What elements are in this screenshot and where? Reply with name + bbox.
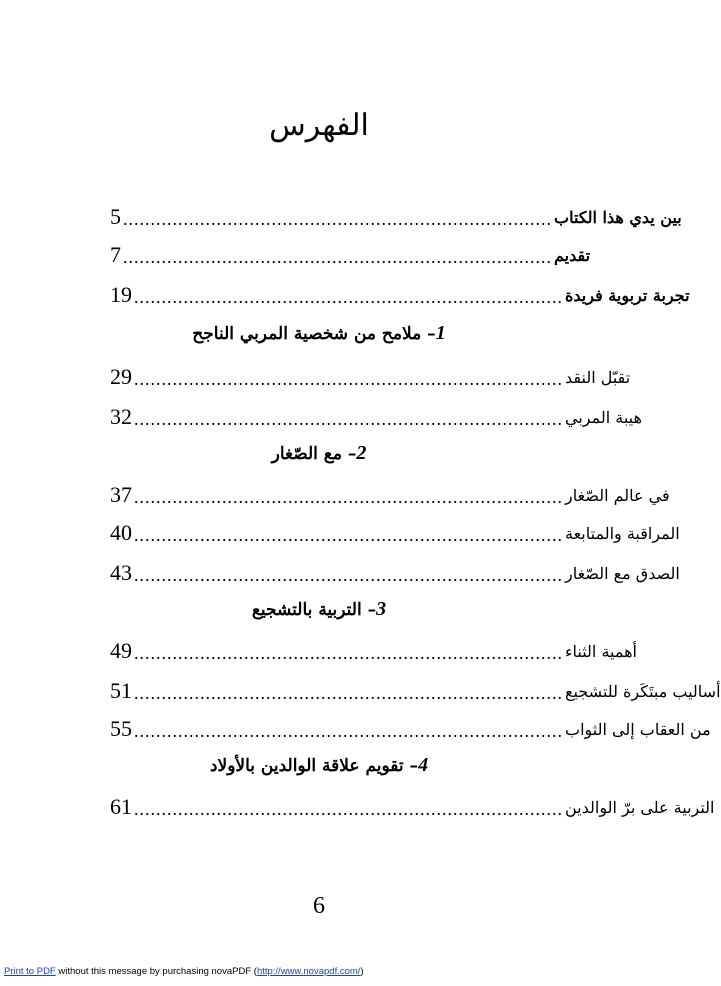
leader-dots: ..............................................................................: [134, 565, 563, 585]
toc-page-number: 37: [110, 482, 132, 507]
section-title: ملامح من شخصية المربي الناجح: [192, 324, 422, 344]
print-to-pdf-link[interactable]: Print to PDF: [4, 966, 56, 977]
toc-entry: [110, 200, 682, 230]
section-title: تقويم علاقة الوالدين بالأولاد: [209, 756, 404, 776]
toc-entry-label: تجربة تربوية فريدة: [565, 286, 690, 305]
footer-end: ): [360, 966, 364, 977]
toc-page-number: 55: [110, 716, 132, 741]
leader-dots: ..............................................................................: [123, 209, 552, 229]
page-number: 6: [313, 893, 325, 919]
leader-dots: ..............................................................................: [134, 643, 563, 663]
section-heading: 3– التربية بالتشجيع: [251, 598, 387, 620]
section-number: 2: [356, 442, 367, 464]
toc-entry-label: تقبّل النقد: [565, 368, 631, 387]
toc-entry: [110, 400, 642, 430]
section-heading: 1– ملامح من شخصية المربي الناجح: [192, 322, 446, 344]
toc-entry-label: المراقبة والمتابعة: [565, 524, 680, 543]
toc-page-number: 7: [110, 242, 121, 267]
footer-text: without this message by purchasing novaPDF (: [55, 966, 257, 977]
leader-dots: ..............................................................................: [134, 409, 563, 429]
toc-entry: [110, 634, 637, 664]
section-number: 4: [418, 754, 429, 776]
toc-entry-label: أساليب مبتَكَرة للتشجيع: [565, 682, 721, 701]
leader-dots: ..............................................................................: [134, 369, 563, 389]
section-heading: 4– تقويم علاقة الوالدين بالأولاد: [209, 754, 429, 776]
toc-page-number: 51: [110, 678, 132, 703]
leader-dots: ..............................................................................: [134, 721, 563, 741]
toc-entry: [110, 478, 670, 508]
toc-entry: [110, 556, 680, 586]
toc-entry-label: بين يدي هذا الكتاب: [554, 208, 682, 227]
section-heading: 2– مع الصّغار: [271, 442, 367, 464]
section-number: 1: [435, 322, 446, 344]
toc-entry-label: تقديم: [554, 246, 591, 265]
toc-entry: [110, 360, 631, 390]
toc-page-number: 29: [110, 364, 132, 389]
toc-page-number: 32: [110, 404, 132, 429]
toc-entry-label: هيبة المربي: [565, 408, 642, 427]
leader-dots: ..............................................................................: [134, 525, 563, 545]
toc-page-number: 40: [110, 520, 132, 545]
leader-dots: ..............................................................................: [134, 799, 563, 819]
toc-entry: [110, 712, 711, 742]
toc-page-number: 61: [110, 794, 132, 819]
toc-page-number: 19: [110, 282, 132, 307]
toc-entry: [110, 790, 715, 820]
toc-entry-label: في عالم الصّغار: [565, 486, 670, 505]
toc-entry-label: من العقاب إلى الثواب: [565, 720, 711, 739]
toc-entry: [110, 674, 721, 704]
toc-page-number: 49: [110, 638, 132, 663]
page-title: الفهرس: [269, 108, 369, 143]
toc-page-number: 5: [110, 204, 121, 229]
toc-entry: [110, 278, 690, 308]
toc-entry: [110, 238, 591, 268]
leader-dots: ..............................................................................: [134, 287, 563, 307]
toc-entry-label: الصدق مع الصّغار: [565, 564, 680, 583]
section-number: 3: [376, 598, 387, 620]
toc-entry-label: أهمية الثناء: [565, 642, 637, 661]
toc-entry-label: التربية على برّ الوالدين: [565, 798, 715, 817]
section-title: التربية بالتشجيع: [251, 600, 362, 620]
leader-dots: ..............................................................................: [134, 487, 563, 507]
print-footer: [4, 966, 364, 977]
leader-dots: ..............................................................................: [123, 247, 552, 267]
section-title: مع الصّغار: [271, 444, 342, 464]
toc-entry: [110, 516, 680, 546]
novapdf-link[interactable]: http://www.novapdf.com/: [256, 966, 361, 977]
toc-page-number: 43: [110, 560, 132, 585]
leader-dots: ..............................................................................: [134, 683, 563, 703]
